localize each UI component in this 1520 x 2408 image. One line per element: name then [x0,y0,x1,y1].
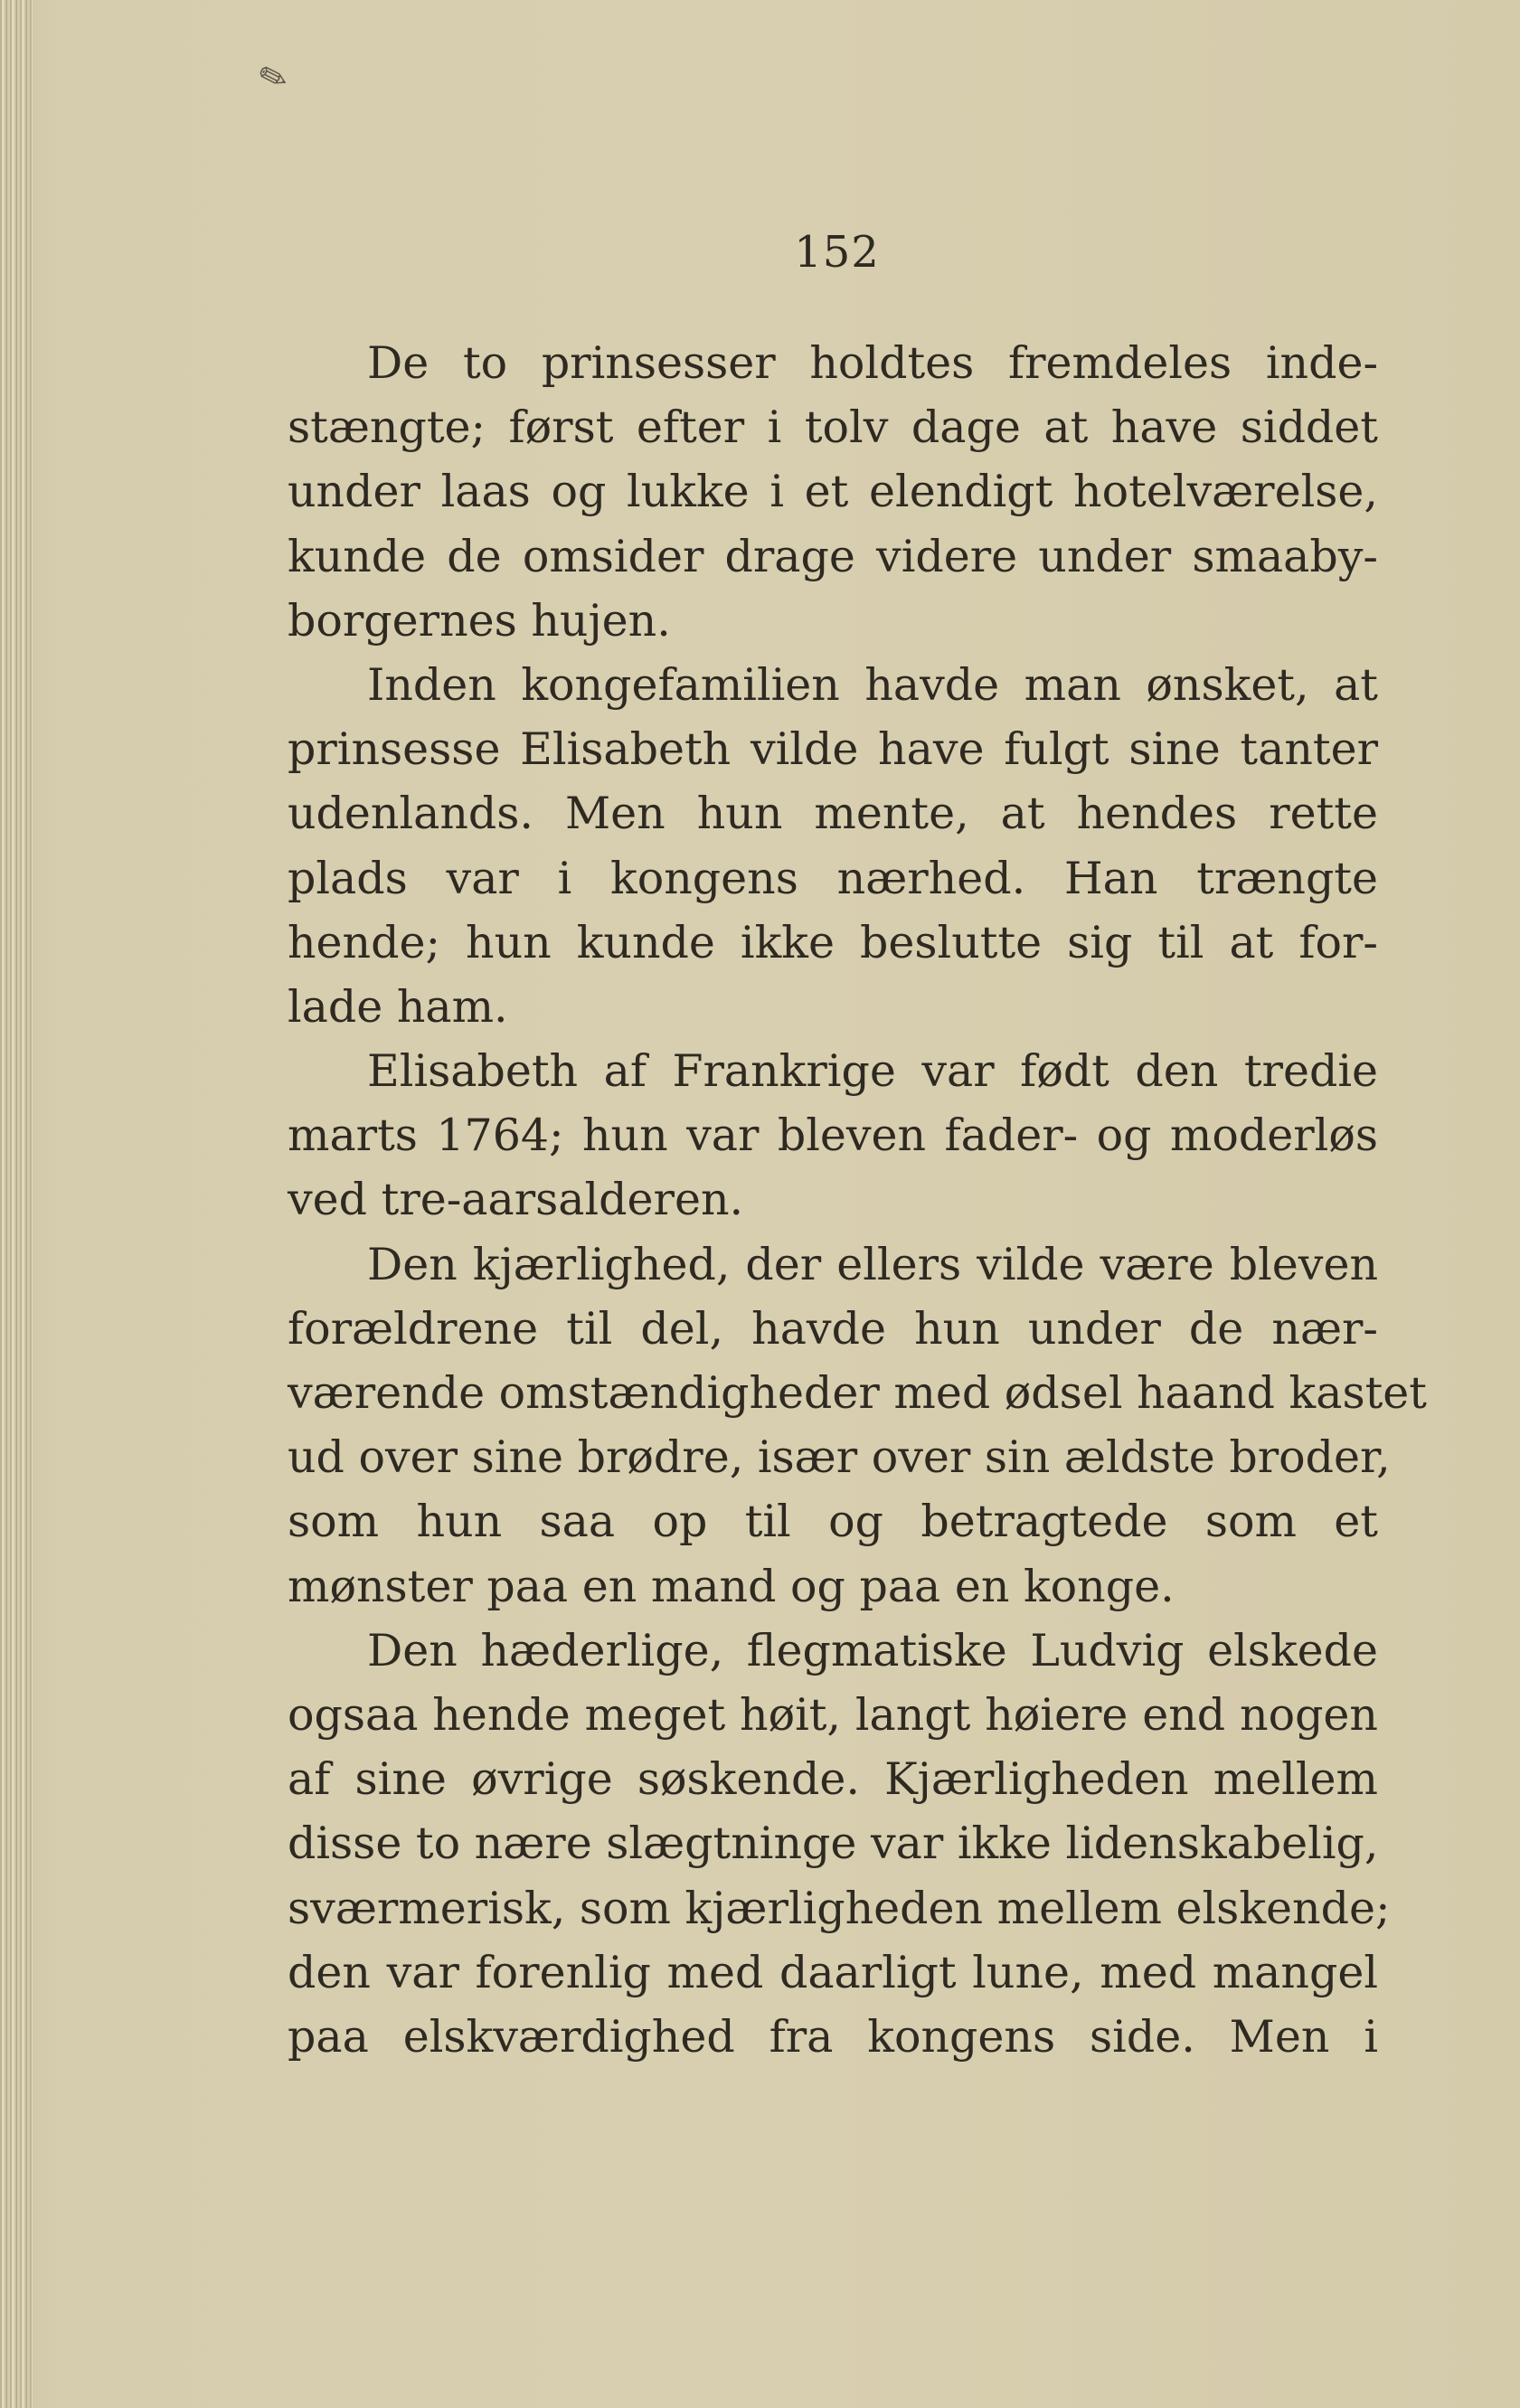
text-line: som hun saa op til og betragtede som et [288,1496,1378,1548]
text-line: disse to nære slægtninge var ikke lidenskabelig, [288,1818,1379,1870]
text-line: hende; hun kunde ikke beslutte sig til at for- [288,916,1378,968]
text-line: værende omstændigheder med ødsel haand kastet [288,1367,1427,1419]
text-line: prinsesse Elisabeth vilde have fulgt sine tanter [288,723,1378,776]
page-binding-edge [0,0,33,2408]
text-line: den var forenlig med daarligt lune, med mangel [288,1946,1378,1998]
text-line: Elisabeth af Frankrige var født den tredie [367,1045,1378,1098]
text-line: af sine øvrige søskende. Kjærligheden mellem [288,1753,1378,1806]
text-line: plads var i kongens nærhed. Han trængte [288,852,1378,904]
text-line: lade ham. [288,980,508,1033]
text-line: paa elskværdighed fra kongens side. Men i [288,2010,1378,2063]
body-text [288,331,1427,2069]
text-line: Inden kongefamilien havde man ønsket, at [367,658,1378,711]
text-line: marts 1764; hun var bleven fader- og moderløs [288,1110,1378,1162]
text-line: ved tre-aarsalderen. [288,1174,744,1226]
text-line: mønster paa en mand og paa en konge. [288,1560,1175,1612]
text-line: De to prinsesser holdtes fremdeles inde- [367,337,1378,389]
text-line: under laas og lukke i et elendigt hotelværelse, [288,466,1378,518]
text-line: sværmerisk, som kjærligheden mellem elskende; [288,1882,1391,1934]
ink-smudge-icon: ✎ [253,54,294,101]
page-number: 152 [794,227,880,278]
text-line: ogsaa hende meget høit, langt høiere end nogen [288,1688,1378,1741]
text-line: stængte; først efter i tolv dage at have siddet [288,401,1378,454]
text-line: borgernes hujen. [288,594,671,647]
text-line: forældrene til del, havde hun under de nær- [288,1302,1378,1355]
text-line: Den hæderlige, flegmatiske Ludvig elskede [367,1624,1378,1676]
text-line: Den kjærlighed, der ellers vilde være bleven [367,1238,1378,1290]
text-line: ud over sine brødre, især over sin ældste broder, [288,1431,1391,1484]
text-line: kunde de omsider drage videre under smaaby- [288,530,1378,582]
text-line: udenlands. Men hun mente, at hendes rette [288,788,1378,840]
